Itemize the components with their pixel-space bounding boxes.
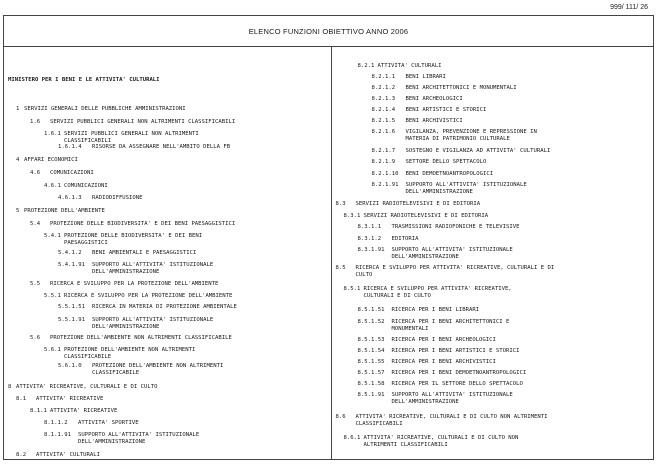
entry-code: 8.5.1.58 <box>357 381 385 387</box>
entry-code: 5.5 <box>30 281 41 287</box>
left-entry <box>58 195 143 202</box>
entry-label-continuation: DELL'AMMINISTRAZIONE <box>405 188 473 195</box>
entry-label: COMUNICAZIONI <box>64 183 108 189</box>
entry-label: SERVIZI RADIOTELEVISIVI E DI EDITORIA <box>363 213 489 219</box>
entry-code: 5.5.1 <box>44 293 61 299</box>
left-entry <box>58 262 213 275</box>
document-header <box>4 16 653 47</box>
entry-label: BENI ARTISTICI E STORICI <box>405 107 487 113</box>
entry-code: 8.2.1.9 <box>371 159 396 165</box>
entry-code: 8.2 <box>16 452 27 458</box>
entry-code: 8.1.1.91 <box>44 432 71 438</box>
entry-label: AFFARI ECONOMICI <box>24 157 78 163</box>
right-entry <box>372 118 463 125</box>
entry-label-continuation: CLASSIFICABILE <box>64 353 112 360</box>
entry-label: PROTEZIONE DELL'AMBIENTE NON ALTRIMENTI <box>92 363 224 369</box>
entry-label-continuation: DELL'AMMINISTRAZIONE <box>391 398 459 405</box>
right-entry <box>358 359 496 366</box>
left-entry <box>58 144 230 151</box>
left-entry <box>16 452 100 459</box>
entry-code: 4.6.1.3 <box>58 195 82 201</box>
entry-label: TRASMISSIONI RADIOFONICHE E TELEVISIVE <box>391 224 520 230</box>
entry-code: 8.1.1.2 <box>44 420 68 426</box>
entry-label: RICERCA E SVILUPPO PER LA PROTEZIONE DELL'AMBIENTE <box>64 293 233 299</box>
left-entry <box>30 119 235 126</box>
right-entry <box>358 337 496 344</box>
entry-code: 8.6.1 <box>343 435 361 441</box>
entry-label: RICERCA PER I BENI LIBRARI <box>391 307 480 313</box>
entry-label: PROTEZIONE DELL'AMBIENTE <box>24 208 105 214</box>
right-entry <box>372 148 551 155</box>
right-entry <box>358 63 442 70</box>
entry-code: 5.5.1.51 <box>58 304 85 310</box>
entry-label: SUPPORTO ALL'ATTIVITA' ISTITUZIONALE <box>391 247 513 253</box>
right-entry <box>344 286 512 299</box>
entry-code: 8.1 <box>16 396 27 402</box>
entry-label: SUPPORTO ALL'ATTIVITA' ISTITUZIONALE <box>92 317 214 323</box>
left-entry <box>58 363 223 376</box>
entry-code: 1.6.1 <box>44 131 61 137</box>
left-column <box>4 47 332 460</box>
entry-code: 5.4 <box>30 221 41 227</box>
entry-label: ATTIVITA' CULTURALI <box>377 63 442 69</box>
right-entry <box>372 107 487 114</box>
entry-label: ATTIVITA' SPORTIVE <box>78 420 139 426</box>
entry-code: 5.5.1.91 <box>58 317 85 323</box>
right-entry <box>372 159 487 166</box>
entry-code: 5.6.1.0 <box>58 363 82 369</box>
right-entry <box>358 348 520 355</box>
left-entry <box>44 420 139 427</box>
entry-code: 8.2.1.1 <box>371 74 396 80</box>
entry-label: PROTEZIONE DELL'AMBIENTE NON ALTRIMENTI <box>64 347 196 353</box>
left-entry <box>30 408 117 415</box>
left-entry <box>16 157 78 164</box>
entry-code: 8.2.1.4 <box>371 107 396 113</box>
entry-code: 4.6 <box>30 170 41 176</box>
entry-code: 8.2.1.6 <box>371 129 396 135</box>
entry-code: 4 <box>16 157 20 163</box>
entry-code: 8.5 <box>335 265 346 271</box>
entry-code: 8.2.1.5 <box>371 118 396 124</box>
entry-label: ATTIVITA' RICREATIVE <box>50 408 118 414</box>
entry-label-continuation: CLASSIFICABILI <box>64 137 112 144</box>
right-entry <box>344 435 519 448</box>
entry-code: 8 <box>8 384 12 390</box>
entry-code: 5 <box>16 208 20 214</box>
entry-label-continuation: DELL'AMMINISTRAZIONE <box>92 323 160 330</box>
entry-label: RICERCA E SVILUPPO PER ATTIVITA' RICREATIVE, CULTURALI E DI <box>355 265 555 271</box>
entry-label: VIGILANZA, PREVENZIONE E REPRESSIONE IN <box>405 129 537 135</box>
entry-label: COMUNICAZIONI <box>50 170 94 176</box>
right-entry <box>358 392 513 405</box>
entry-code: 8.2.1 <box>357 63 375 69</box>
right-entry <box>372 96 463 103</box>
entry-code: 8.5.1.52 <box>357 319 385 325</box>
right-entry <box>358 381 523 388</box>
left-entry <box>16 396 103 403</box>
entry-label: BENI ARCHITETTONICI E MONUMENTALI <box>405 85 517 91</box>
left-entry <box>44 131 199 144</box>
left-entry <box>8 384 157 391</box>
entry-label: BENI AMBIENTALI E PAESAGGISTICI <box>92 250 197 256</box>
entry-label: SERVIZI GENERALI DELLE PUBBLICHE AMMINISTRAZIONI <box>24 106 186 112</box>
entry-label: SUPPORTO ALL'ATTIVITA' ISTITUZIONALE <box>78 432 200 438</box>
entry-code: 8.1.1 <box>30 408 47 414</box>
entry-code: 8.5.1.54 <box>357 348 385 354</box>
entry-code: 8.3.1.1 <box>357 224 382 230</box>
right-entry <box>336 201 481 208</box>
left-entry <box>44 183 108 190</box>
entry-code: 8.3.1.2 <box>357 236 382 242</box>
entry-code: 8.3.1 <box>343 213 361 219</box>
entry-code: 5.6 <box>30 335 41 341</box>
entry-label: PROTEZIONE DELLE BIODIVERSITA' E DEI BENI PAESAGGISTICI <box>50 221 236 227</box>
entry-code: 1.6 <box>30 119 41 125</box>
entry-label: RICERCA PER I BENI ARCHIVISTICI <box>391 359 496 365</box>
entry-label: SUPPORTO ALL'ATTIVITA' ISTITUZIONALE <box>92 262 214 268</box>
entry-label: PROTEZIONE DELL'AMBIENTE NON ALTRIMENTI CLASSIFICABILE <box>50 335 232 341</box>
entry-label: EDITORIA <box>391 236 419 242</box>
entry-code: 8.5.1.53 <box>357 337 385 343</box>
right-entry <box>358 224 520 231</box>
entry-label: ATTIVITA' CULTURALI <box>36 452 100 458</box>
entry-label-continuation: CLASSIFICABILE <box>92 369 140 376</box>
page-code: 999/ 111/ 26 <box>610 4 648 11</box>
entry-label: ATTIVITA' RICREATIVE <box>36 396 104 402</box>
left-entry <box>44 233 202 246</box>
right-entry <box>358 236 419 243</box>
entry-code: 5.4.1.2 <box>58 250 82 256</box>
entry-code: 8.2.1.91 <box>371 182 399 188</box>
right-entry <box>358 319 510 332</box>
entry-code: 8.2.1.3 <box>371 96 396 102</box>
left-entry <box>30 335 232 342</box>
entry-code: 8.6 <box>335 414 346 420</box>
entry-code: 8.5.1.91 <box>357 392 385 398</box>
header-title: ELENCO FUNZIONI OBIETTIVO ANNO 2006 <box>248 26 409 36</box>
entry-code: 8.2.1.2 <box>371 85 396 91</box>
entry-label: RICERCA PER I BENI ARCHITETTONICI E <box>391 319 510 325</box>
left-entry <box>30 281 218 288</box>
entry-label: SERVIZI PUBBLICI GENERALI NON ALTRIMENTI <box>64 131 199 137</box>
entry-label-continuation: CULTO <box>355 271 373 278</box>
entry-code: 8.2.1.7 <box>371 148 396 154</box>
right-entry <box>372 74 446 81</box>
right-entry <box>372 129 537 142</box>
columns <box>4 47 653 460</box>
right-entry <box>358 307 480 314</box>
right-entry <box>372 182 527 195</box>
entry-label: RISORSE DA ASSEGNARE NELL'AMBITO DELLA FB <box>92 144 231 150</box>
entry-code: 5.4.1 <box>44 233 61 239</box>
entry-label: RICERCA IN MATERIA DI PROTEZIONE AMBIENTALE <box>92 304 237 310</box>
entry-label-continuation: ALTRIMENTI CLASSIFICABILI <box>363 441 448 448</box>
left-entry <box>44 432 199 445</box>
document-sheet <box>3 15 654 460</box>
left-entry <box>44 293 232 300</box>
entry-code: 5.4.1.91 <box>58 262 85 268</box>
entry-code: 4.6.1 <box>44 183 61 189</box>
entry-label: RICERCA E SVILUPPO PER ATTIVITA' RICREATIVE, <box>363 286 512 292</box>
ministry-title: MINISTERO PER I BENI E LE ATTIVITA' CULTURALI <box>8 77 160 83</box>
entry-label: RADIODIFFUSIONE <box>92 195 143 201</box>
entry-label: BENI ARCHEOLOGICI <box>405 96 463 102</box>
entry-code: 5.6.1 <box>44 347 61 353</box>
entry-label: RICERCA PER I BENI ARTISTICI E STORICI <box>391 348 520 354</box>
left-entry <box>30 221 235 228</box>
entry-label: BENI ARCHIVISTICI <box>405 118 463 124</box>
entry-label-continuation: DELL'AMMINISTRAZIONE <box>92 268 160 275</box>
right-entry <box>336 265 555 278</box>
entry-label: SOSTEGNO E VIGILANZA AD ATTIVITA' CULTURALI <box>405 148 551 154</box>
left-entry <box>58 250 196 257</box>
entry-label-continuation: DELL'AMMINISTRAZIONE <box>391 253 459 260</box>
entry-code: 8.5.1.51 <box>357 307 385 313</box>
right-entry <box>358 247 513 260</box>
entry-label: SUPPORTO ALL'ATTIVITA' ISTITUZIONALE <box>405 182 527 188</box>
entry-label: SETTORE DELLO SPETTACOLO <box>405 159 487 165</box>
entry-label: SERVIZI RADIOTELEVISIVI E DI EDITORIA <box>355 201 481 207</box>
entry-label-continuation: CLASSIFICABILI <box>355 420 403 427</box>
entry-label: BENI LIBRARI <box>405 74 446 80</box>
entry-label: PROTEZIONE DELLE BIODIVERSITA' E DEI BENI <box>64 233 203 239</box>
entry-label: ATTIVITA' RICREATIVE, CULTURALI E DI CULTO <box>16 384 158 390</box>
entry-code: 8.5.1.55 <box>357 359 385 365</box>
left-entry <box>30 170 94 177</box>
right-column <box>332 47 654 460</box>
entry-code: 8.5.1 <box>343 286 361 292</box>
entry-label: RICERCA PER I BENI ARCHEOLOGICI <box>391 337 496 343</box>
entry-label: SUPPORTO ALL'ATTIVITA' ISTITUZIONALE <box>391 392 513 398</box>
entry-code: 8.5.1.57 <box>357 370 385 376</box>
entry-label: ATTIVITA' RICREATIVE, CULTURALI E DI CULTO NON <box>363 435 519 441</box>
entry-label: SERVIZI PUBBLICI GENERALI NON ALTRIMENTI CLASSIFICABILI <box>50 119 236 125</box>
left-entry <box>44 347 195 360</box>
entry-label-continuation: CULTURALI E DI CULTO <box>363 292 431 299</box>
entry-label-continuation: DELL'AMMINISTRAZIONE <box>78 438 146 445</box>
entry-label-continuation: PAESAGGISTICI <box>64 239 108 246</box>
entry-code: 8.3 <box>335 201 346 207</box>
entry-label-continuation: MONUMENTALI <box>391 325 429 332</box>
right-entry <box>372 85 517 92</box>
left-entry <box>58 317 213 330</box>
entry-label: ATTIVITA' RICREATIVE, CULTURALI E DI CULTO NON ALTRIMENTI <box>355 414 548 420</box>
entry-label: BENI DEMOETNOANTROPOLOGICI <box>405 171 494 177</box>
entry-label: RICERCA PER I BENI DEMOETNOANTROPOLOGICI <box>391 370 527 376</box>
left-entry <box>58 304 237 311</box>
entry-code: 8.2.1.10 <box>371 171 399 177</box>
right-entry <box>336 414 548 427</box>
entry-label: RICERCA PER IL SETTORE DELLO SPETTACOLO <box>391 381 523 387</box>
entry-label: RICERCA E SVILUPPO PER LA PROTEZIONE DELL'AMBIENTE <box>50 281 219 287</box>
entry-label-continuation: MATERIA DI PATRIMONIO CULTURALE <box>405 135 510 142</box>
entry-code: 1 <box>16 106 20 112</box>
right-entry <box>344 213 489 220</box>
left-entry <box>16 208 105 215</box>
right-entry <box>358 370 527 377</box>
entry-code: 1.6.1.4 <box>58 144 82 150</box>
left-entry <box>16 106 186 113</box>
right-entry <box>372 171 494 178</box>
entry-code: 8.3.1.91 <box>357 247 385 253</box>
